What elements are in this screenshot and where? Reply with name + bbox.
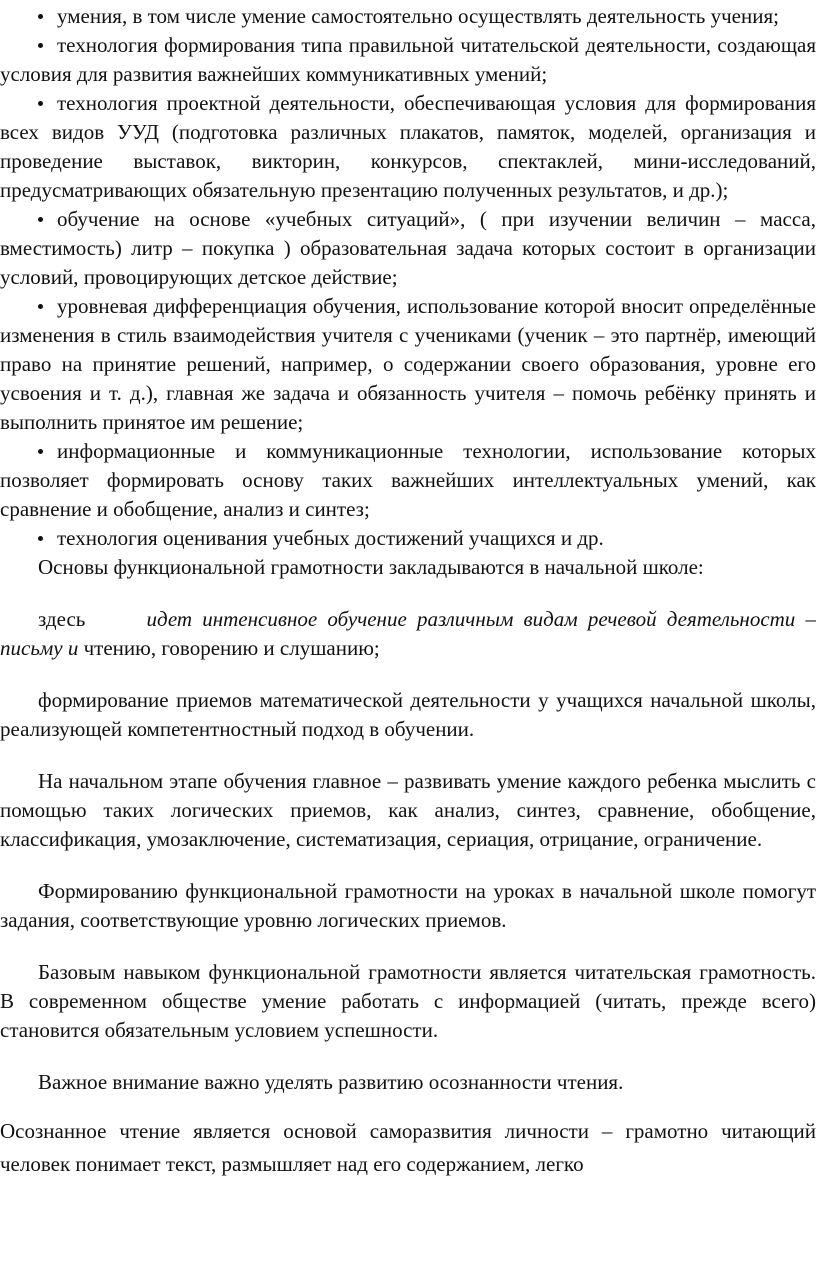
list-item: умения, в том числе умение самостоятельно осуществлять деятельность учения;	[0, 2, 816, 31]
paragraph: Важное внимание важно уделять развитию осознанности чтения.	[38, 1070, 624, 1094]
paragraph: На начальном этапе обучения главное – развивать умение каждого ребенка мыслить с помощью таких логических приемов, как анализ, синтез, сравнение, обобщение, классификация, умозаключение, систематизация, сериация, отрицание, ограничение.	[0, 769, 816, 851]
list-item: технология формирования типа правильной читательской деятельности, создающая условия для развития важнейших коммуникативных умений;	[0, 33, 816, 86]
last-paragraph: Осознанное чтение является основой саморазвития личности – грамотно читающий человек понимает текст, размышляет над его содержанием, легко	[0, 1119, 816, 1176]
list-item: технология оценивания учебных достижений учащихся и др.	[0, 524, 816, 553]
bullet-icon	[38, 14, 43, 19]
here-paragraph	[0, 605, 816, 663]
list-item: информационные и коммуникационные технологии, использование которых позволяет формировать основу таких важнейших интеллектуальных умений, как сравнение и обобщение, анализ и синтез;	[0, 439, 816, 521]
list-item: уровневая дифференциация обучения, использование которой вносит определённые изменения в стиль взаимодействия учителя с учениками (ученик – это партнёр, имеющий право на принятие решений, например, о содержании своего образования, уровне его усвоения и т. д.), главная же задача и обязанность учителя – помочь ребёнку принять и выполнить принятое им решение;	[0, 294, 816, 434]
here-italic: идет интенсивное обучение различным видам речевой деятельности – письму и	[0, 607, 816, 660]
paragraph: Формированию функциональной грамотности на уроках в начальной школе помогут задания, соответствующие уровню логических приемов.	[0, 879, 816, 932]
list-item: обучение на основе «учебных ситуаций», ( при изучении величин – масса, вместимость) литр – покупка ) образовательная задача которых состоит в организации условий, провоцирующих детское действие;	[0, 207, 816, 289]
paragraph: формирование приемов математической деятельности у учащихся начальной школы, реализующей компетентностный подход в обучении.	[0, 688, 816, 741]
bullet-icon	[38, 536, 43, 541]
intro-paragraph: Основы функциональной грамотности закладываются в начальной школе:	[38, 555, 704, 579]
bullet-icon	[38, 217, 43, 222]
paragraph: Базовым навыком функциональной грамотности является читательская грамотность. В современном обществе умение работать с информацией (читать, прежде всего) становится обязательным условием успешности.	[0, 960, 816, 1042]
bullet-icon	[38, 304, 43, 309]
bullet-icon	[38, 43, 43, 48]
bullet-icon	[38, 101, 43, 106]
here-rest: чтению, говорению и слушанию;	[83, 636, 380, 660]
list-item: технология проектной деятельности, обеспечивающая условия для формирования всех видов УУД (подготовка различных плакатов, памяток, моделей, организация и проведение выставок, викторин, конкурсов, спектаклей, мини-исследований, предусматривающих обязательную презентацию полученных результатов, и др.);	[0, 91, 816, 202]
here-lead: здесь	[38, 607, 86, 631]
bullet-icon	[38, 449, 43, 454]
